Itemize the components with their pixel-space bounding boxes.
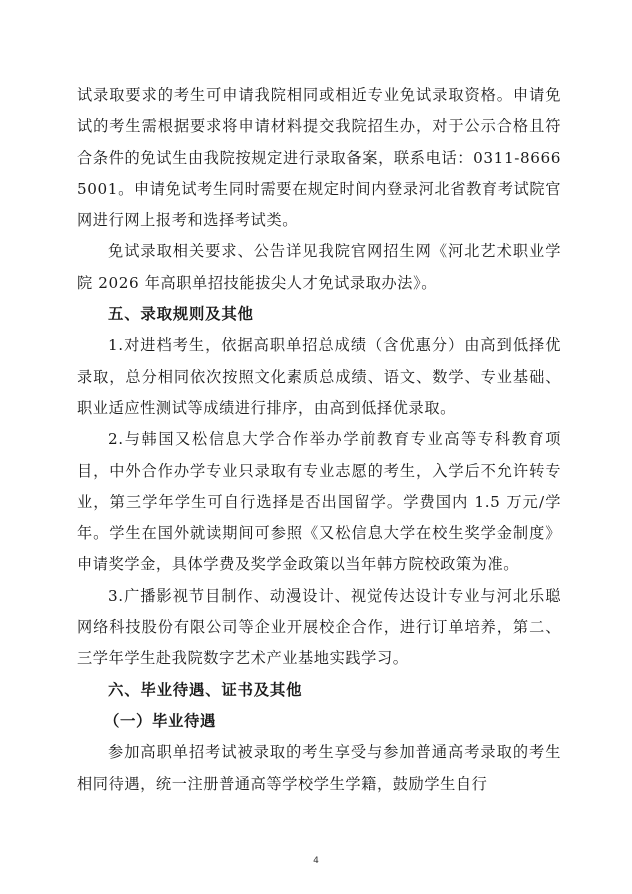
paragraph-exemption-details: 免试录取相关要求、公告详见我院官网招生网《河北艺术职业学院 2026 年高职单招技能拔尖人才免试录取办法》。: [77, 242, 561, 292]
subheading-graduation-treatment: （一）毕业待遇: [104, 711, 216, 730]
document-body: [77, 80, 561, 800]
paragraph-graduation-treatment: 参加高职单招考试被录取的考生享受与参加普通高考录取的考生相同待遇，统一注册普通高等学校学生学籍，鼓励学生自行: [77, 743, 561, 793]
admission-rule-item-3: 3.广播影视节目制作、动漫设计、视觉传达设计专业与河北乐聪网络科技股份有限公司等企业开展校企合作，进行订单培养，第二、三学年学生赴我院数字艺术产业基地实践学习。: [77, 586, 561, 668]
page-number: 4: [313, 856, 319, 866]
admission-rule-item-2: 2.与韩国又松信息大学合作举办学前教育专业高等专科教育项目，中外合作办学专业只录取有专业志愿的考生，入学后不允许转专业，第三学年学生可自行选择是否出国留学。学费国内 1.5 万元/学年。学生在国外就读期间可参照《又松信息大学在校生奖学金制度》申请奖学金，具体学费及奖学金政策以当年韩方院校政策为准。: [77, 430, 561, 574]
paragraph-exemption-application: 试录取要求的考生可申请我院相同或相近专业免试录取资格。申请免试的考生需根据要求将申请材料提交我院招生办，对于公示合格且符合条件的免试生由我院按规定进行录取备案，联系电话：0311-86665001。申请免试考生同时需要在规定时间内登录河北省教育考试院官网进行网上报考和选择考试类。: [77, 86, 561, 230]
section-heading-graduation: 六、毕业待遇、证书及其他: [108, 680, 303, 699]
section-heading-admission-rules: 五、录取规则及其他: [108, 305, 254, 324]
admission-rule-item-1: 1.对进档考生，依据高职单招总成绩（含优惠分）由高到低择优录取，总分相同依次按照文化素质总成绩、语文、数学、专业基础、职业适应性测试等成绩进行排序，由高到低择优录取。: [77, 336, 561, 417]
